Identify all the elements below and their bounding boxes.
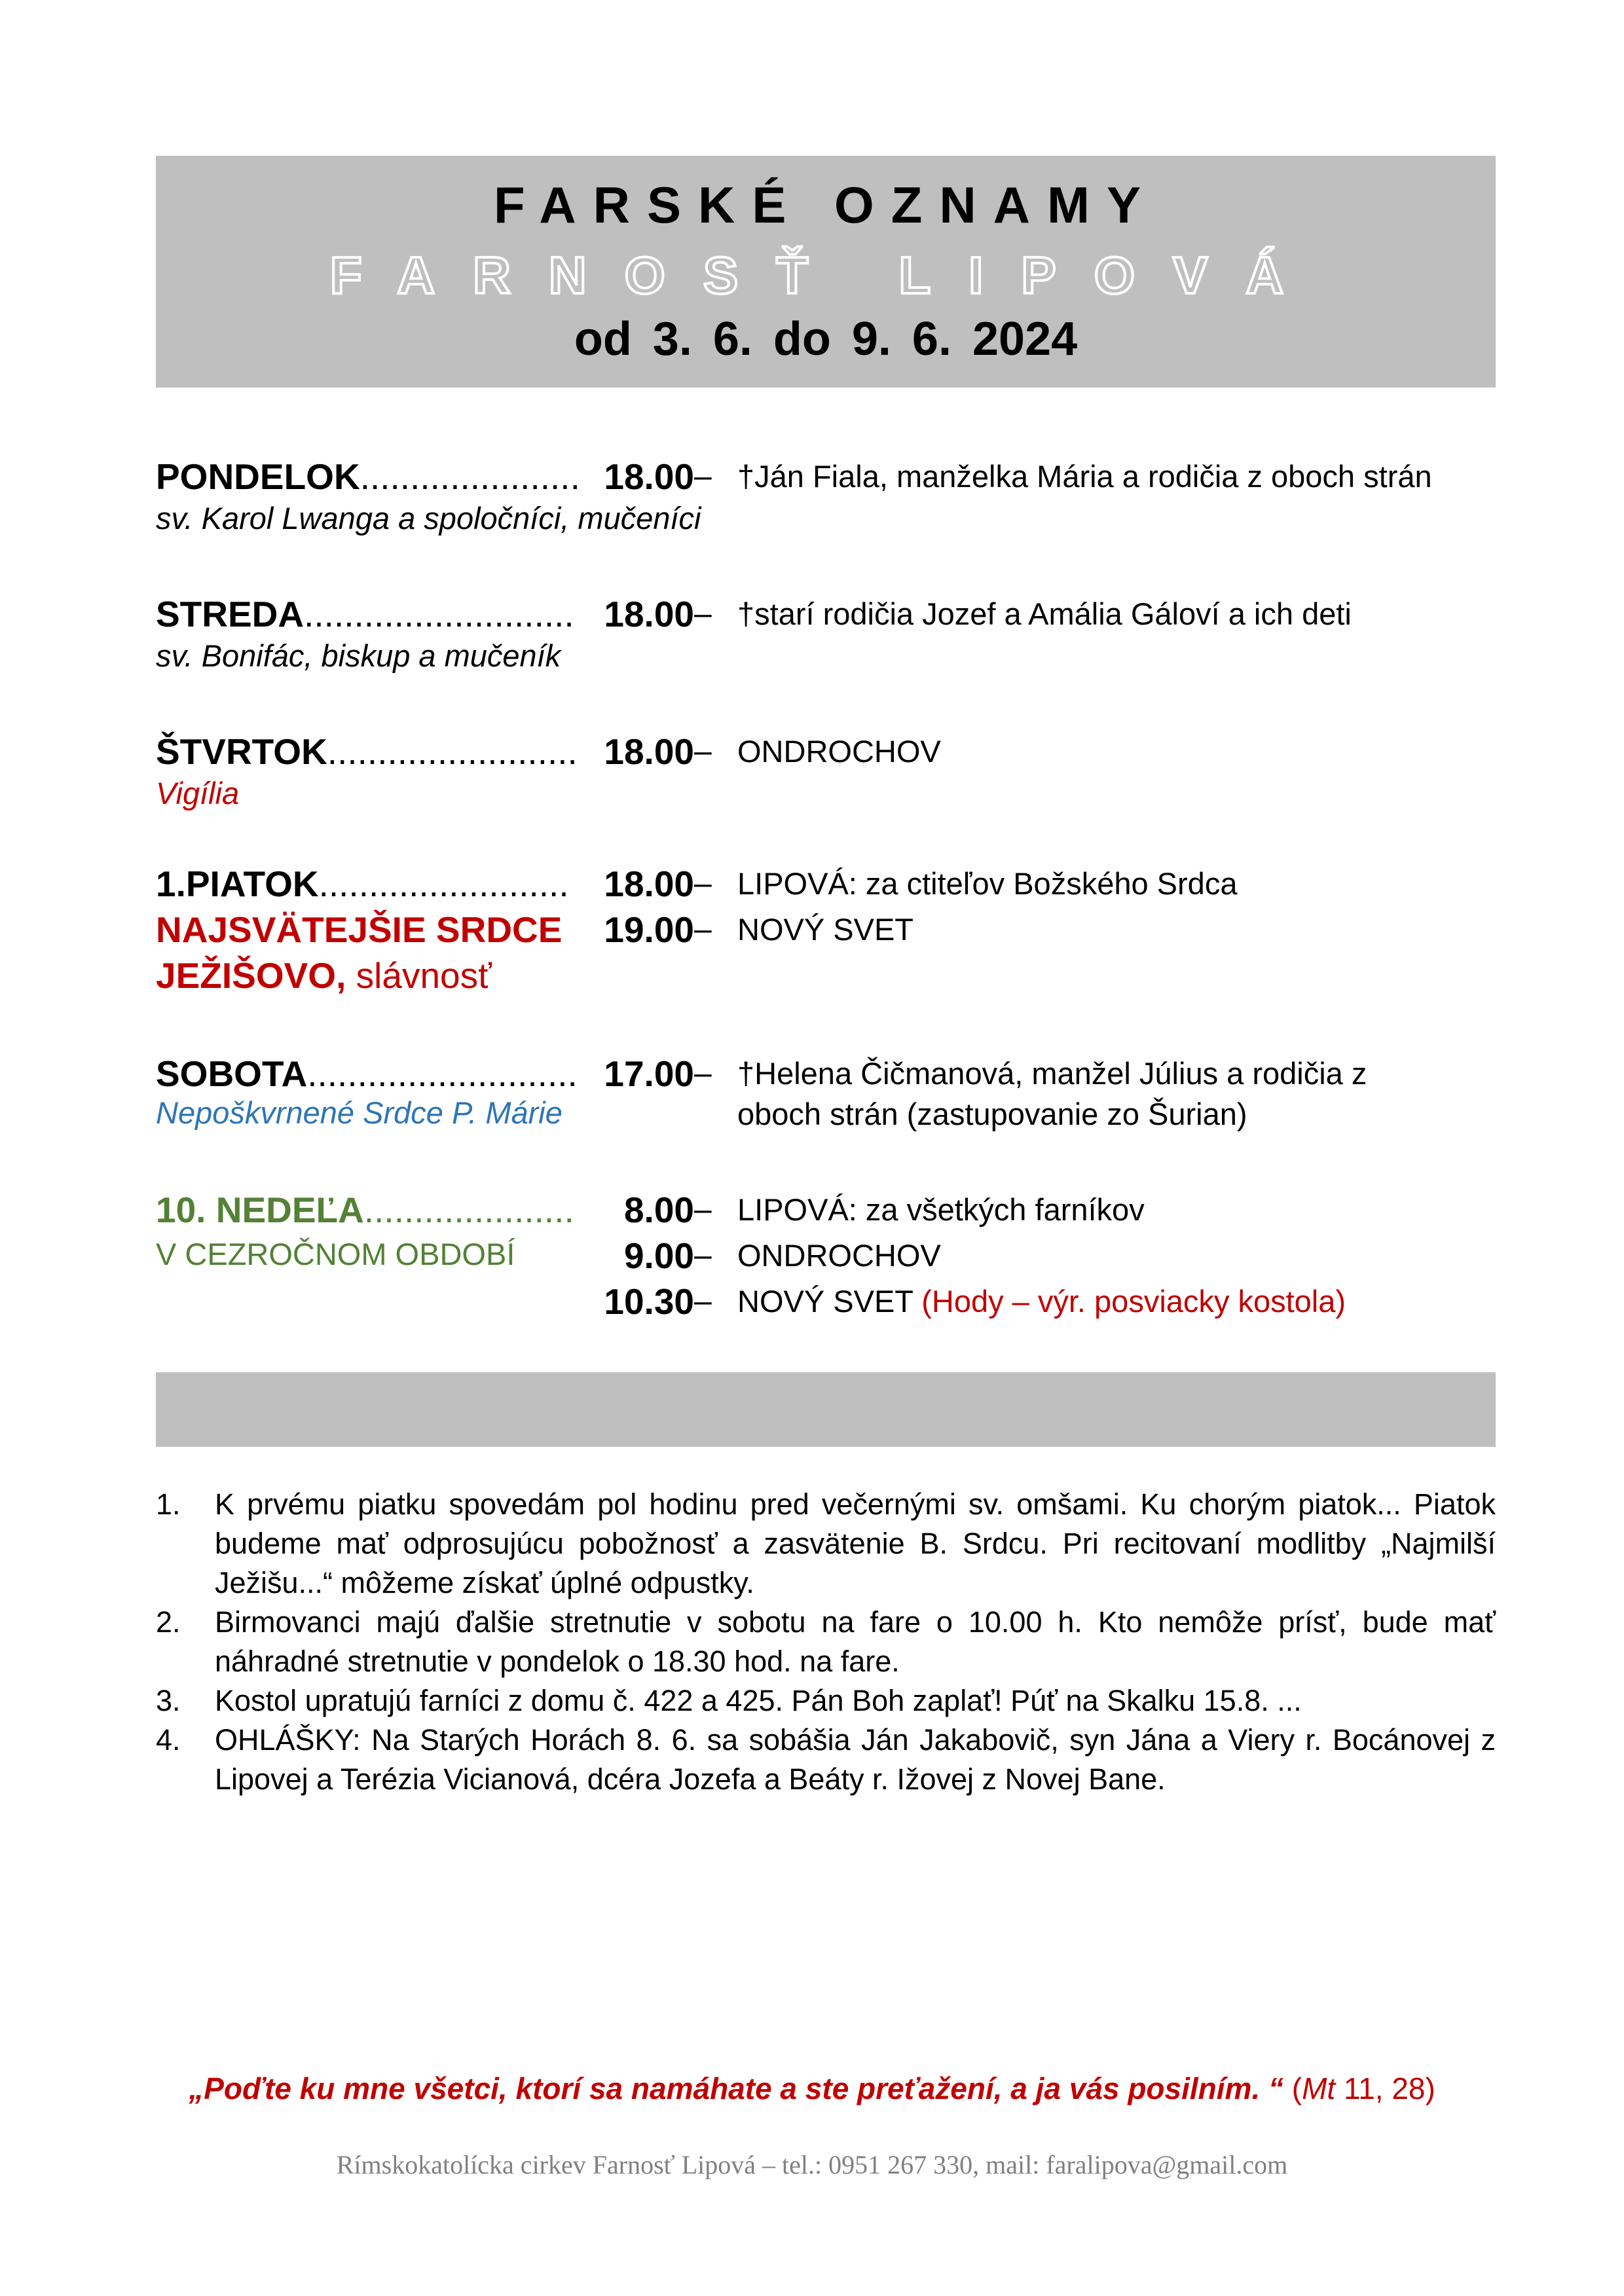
time-friday-2: 19.00 xyxy=(604,909,694,950)
announcement-text: K prvému piatku spovedám pol hodinu pred večernými sv. omšami. Ku chorým piatok... Piatok budeme mať odprosujúcu pobožnosť a zasvätenie B. Srdcu. Pri recitovaní modlitby „Najmilší Ježišu...“ môžeme získať úplné odpustky. xyxy=(215,1487,1496,1599)
dash: – xyxy=(694,1238,712,1273)
parish-name: FARNOSŤ LIPOVÁ xyxy=(329,246,1322,304)
time-thursday: 18.00 xyxy=(604,731,694,772)
list-item: 4. OHLÁŠKY: Na Starých Horách 8. 6. sa sobášia Ján Jakabovič, syn Jána a Viery r. Bocánovej z Lipovej a Terézia Vicianová, dcéra Jozefa a Beáty r. Ižovej z Novej Bane. xyxy=(156,1723,1496,1796)
quote-text: „Poďte ku mne všetci, ktorí sa namáhate a ste preťažení, a ja vás posilním. “ xyxy=(189,2071,1283,2105)
announcement-text: Birmovanci majú ďalšie stretnutie v sobotu na fare o 10.00 h. Kto nemôže prísť, bude mať náhradné stretnutie v pondelok o 18.30 hod. na fare. xyxy=(215,1605,1496,1678)
bible-quote xyxy=(0,2069,1624,2108)
day-thursday: ŠTVRTOK......................... xyxy=(156,731,578,772)
feast-friday-line1: NAJSVÄTEJŠIE SRDCE xyxy=(156,909,563,950)
dash: – xyxy=(694,734,712,769)
intention-wednesday: †starí rodičia Jozef a Amália Gáloví a ich deti xyxy=(737,596,1352,631)
list-item: 1. K prvému piatku spovedám pol hodinu pred večernými sv. omšami. Ku chorým piatok... Piatok budeme mať odprosujúcu pobožnosť a zasvätenie B. Srdcu. Pri recitovaní modlitby „Najmilší Ježišu...“ môžeme získať úplné odpustky. xyxy=(156,1487,1496,1599)
announcements-list xyxy=(156,1485,1496,1799)
intention-friday-1: LIPOVÁ: za ctiteľov Božského Srdca xyxy=(737,866,1238,901)
feast-monday: sv. Karol Lwanga a spoločníci, mučeníci xyxy=(156,501,701,536)
time-saturday: 17.00 xyxy=(604,1053,694,1094)
dash: – xyxy=(694,459,712,494)
list-item: 2. Birmovanci majú ďalšie stretnutie v sobotu na fare o 10.00 h. Kto nemôže prísť, bude mať náhradné stretnutie v pondelok o 18.30 hod. na fare. xyxy=(156,1605,1496,1678)
intention-friday-2: NOVÝ SVET xyxy=(737,912,914,947)
day-monday: PONDELOK...................... xyxy=(156,456,580,497)
dash: – xyxy=(694,1284,712,1319)
section-divider-bar xyxy=(156,1372,1496,1447)
intention-saturday-line2: oboch strán (zastupovanie zo Šurian) xyxy=(737,1097,1247,1131)
day-sunday: 10. NEDEĽA..................... xyxy=(156,1190,574,1230)
liturgical-season: V CEZROČNOM OBDOBÍ xyxy=(156,1237,515,1271)
day-saturday: SOBOTA........................... xyxy=(156,1053,578,1094)
list-item: 3. Kostol upratujú farníci z domu č. 422 a 425. Pán Boh zaplať! Púť na Skalku 15.8. ... xyxy=(156,1684,1302,1717)
time-monday: 18.00 xyxy=(604,456,694,497)
page-title: FARSKÉ OZNAMY xyxy=(493,176,1158,234)
time-sunday-2: 9.00 xyxy=(623,1235,694,1276)
feast-friday-line2: JEŽIŠOVO, slávnosť xyxy=(156,955,492,996)
dash: – xyxy=(694,1192,712,1227)
intention-sunday-3: NOVÝ SVET (Hody – výr. posviacky kostola) xyxy=(737,1284,1346,1319)
announcement-text: Kostol upratujú farníci z domu č. 422 a 425. Pán Boh zaplať! Púť na Skalku 15.8. ... xyxy=(215,1684,1302,1717)
feast-saturday: Nepoškvrnené Srdce P. Márie xyxy=(156,1095,563,1130)
intention-thursday: ONDROCHOV xyxy=(737,734,941,769)
dash: – xyxy=(694,596,712,631)
intention-saturday-line1: †Helena Čičmanová, manžel Július a rodičia z xyxy=(737,1056,1367,1091)
intention-sunday-2: ONDROCHOV xyxy=(737,1238,941,1273)
header-banner xyxy=(156,156,1496,388)
footer-contact: Rímskokatolícka cirkev Farnosť Lipová – tel.: 0951 267 330, mail: faralipova@gmail.com xyxy=(336,2150,1288,2179)
dash: – xyxy=(694,866,712,901)
intention-sunday-1: LIPOVÁ: za všetkých farníkov xyxy=(737,1192,1145,1227)
date-range: od 3. 6. do 9. 6. 2024 xyxy=(574,313,1078,365)
announcement-text: OHLÁŠKY: Na Starých Horách 8. 6. sa sobášia Ján Jakabovič, syn Jána a Viery r. Bocánovej z Lipovej a Terézia Vicianová, dcéra Jozefa a Beáty r. Ižovej z Novej Bane. xyxy=(215,1723,1496,1796)
feast-wednesday: sv. Bonifác, biskup a mučeník xyxy=(156,638,561,673)
time-friday-1: 18.00 xyxy=(604,864,694,904)
time-sunday-3: 10.30 xyxy=(604,1281,694,1322)
quote-reference: (Mt 11, 28) xyxy=(1291,2071,1435,2105)
intention-monday: †Ján Fiala, manželka Mária a rodičia z oboch strán xyxy=(737,459,1432,494)
dash: – xyxy=(694,1056,712,1091)
time-wednesday: 18.00 xyxy=(604,594,694,634)
day-friday: 1.PIATOK......................... xyxy=(156,864,569,904)
feast-thursday: Vigília xyxy=(156,776,240,811)
time-sunday-1: 8.00 xyxy=(623,1190,694,1230)
dash: – xyxy=(694,912,712,947)
day-wednesday: STREDA........................... xyxy=(156,594,574,634)
